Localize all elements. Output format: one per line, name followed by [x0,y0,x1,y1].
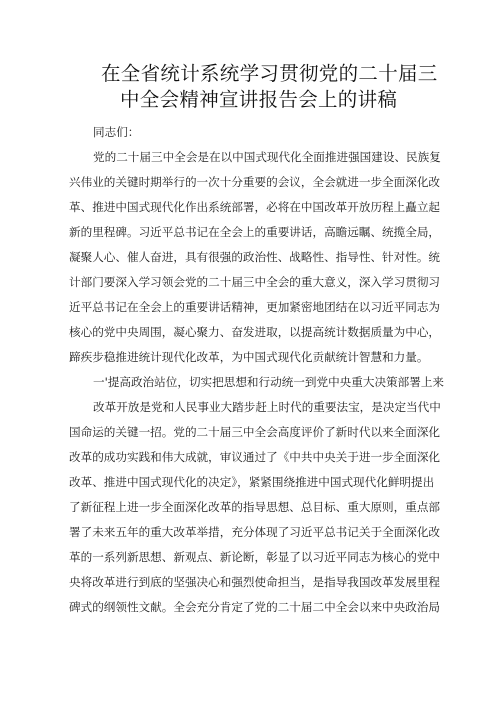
body-line: 改革的成功实践和伟大成就，审议通过了《中共中央关于进一步全面深化 [69,450,441,464]
body-line: 碑式的纲领性文献。全会充分肯定了党的二十届二中全会以来中央政治局 [69,600,441,614]
body-line: 了新征程上进一步全面深化改革的指导思想、总目标、重大原则，重点部 [69,500,441,514]
body-line: 凝聚人心、催人奋进，具有很强的政治性、战略性、指导性、针对性。统 [69,250,441,264]
section-heading: 一'提高政治站位，切实把思想和行动统一到党中央重大决策部署上来 [93,375,445,389]
body-line: 革的一系列新思想、新观点、新论断，彰显了以习近平同志为核心的党中 [69,550,441,564]
body-line: 近平总书记在全会上的重要讲话精神，更加紧密地团结在以习近平同志为 [69,300,441,314]
body-line: 国命运的关键一招。党的二十届三中全会高度评价了新时代以来全面深化 [69,425,441,439]
body-line: 核心的党中央周围，凝心聚力、奋发进取，以提高统计数据质量为中心， [69,325,441,339]
body-line: 央将改革进行到底的坚强决心和强烈使命担当，是指导我国改革发展里程 [69,575,441,589]
body-line: 党的二十届三中全会是在以中国式现代化全面推进强国建设、民族复 [93,150,441,164]
body-line: 革、推进中国式现代化作出系统部署，必将在中国改革开放历程上矗立起 [69,200,441,214]
document-title-line-2: 中全会精神宣讲报告会上的讲稿 [120,88,398,111]
body-line: 改革、推进中国式现代化的决定》，紧紧围绕推进中国式现代化鲜明提出 [69,475,435,489]
body-line: 署了未来五年的重大改革举措，充分体现了习近平总书记关于全面深化改 [69,525,441,539]
salutation: 同志们： [93,125,140,139]
body-line: 蹄疾步稳推进统计现代化改革，为中国式现代化贡献统计智慧和力量。 [69,350,429,364]
document-title-line-1: 在全省统计系统学习贯彻党的二十届三 [101,62,438,85]
body-line: 计部门要深入学习领会党的二十届三中全会的重大意义，深入学习贯彻习 [69,275,441,289]
body-line: 新的里程碑。习近平总书记在全会上的重要讲话，高瞻远瞩、统揽全局， [69,225,441,239]
body-line: 改革开放是党和人民事业大踏步赶上时代的重要法宝，是决定当代中 [93,400,441,414]
body-line: 兴伟业的关键时期举行的一次十分重要的会议，全会就进一步全面深化改 [69,175,441,189]
